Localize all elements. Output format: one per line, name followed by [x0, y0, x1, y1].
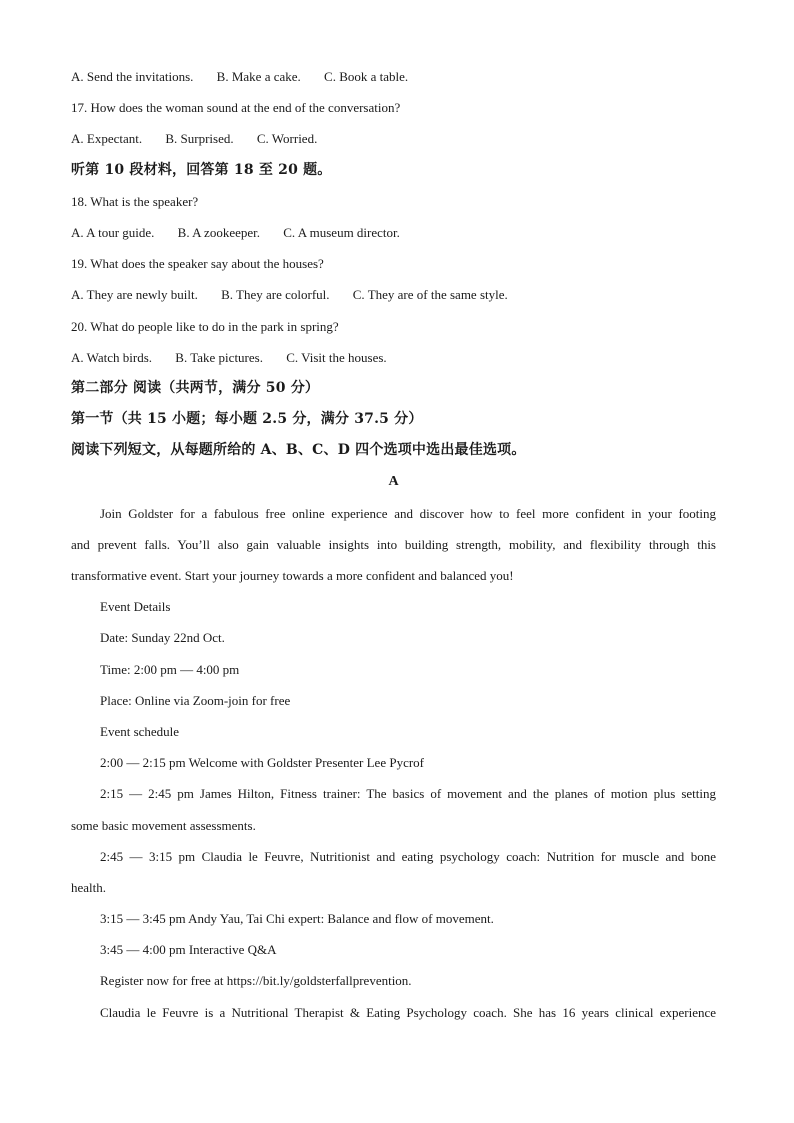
q17-question: 17. How does the woman sound at the end of the conversation? — [71, 100, 401, 116]
q20-option-a: A. Watch birds. — [71, 349, 153, 365]
q20-options — [71, 342, 716, 373]
section1-heading: 第一节（共 15 小题；每小题 2.5 分，满分 37.5 分） — [71, 411, 423, 428]
q18-option-c: C. A museum director. — [283, 224, 400, 240]
schedule-item-5: 3:45 — 4:00 pm Interactive Q&A — [100, 942, 277, 958]
passage-label: A — [388, 474, 399, 490]
q20-option-b: B. Take pictures. — [175, 349, 263, 365]
passage-intro-line1: Join Goldster for a fabulous free online experience and discover how to feel more confident in your footing — [100, 505, 716, 521]
q18-options — [71, 217, 716, 248]
q17-options — [71, 123, 716, 154]
event-place: Place: Online via Zoom-join for free — [100, 692, 291, 708]
q18-option-b: B. A zookeeper. — [177, 224, 260, 240]
event-date: Date: Sunday 22nd Oct. — [100, 630, 225, 646]
schedule-item-2-line1: 2:15 — 2:45 pm James Hilton, Fitness trainer: The basics of movement and the planes of motion plus setting — [100, 786, 716, 802]
schedule-item-3-line1: 2:45 — 3:15 pm Claudia le Feuvre, Nutritionist and eating psychology coach: Nutrition for muscle and bone — [100, 848, 716, 864]
event-schedule: Event schedule — [100, 723, 180, 739]
q16-options — [71, 61, 716, 92]
claudia-bio-line1: Claudia le Feuvre is a Nutritional Therapist & Eating Psychology coach. She has 16 years clinical experience — [100, 1004, 716, 1020]
q19-option-a: A. They are newly built. — [71, 287, 198, 303]
q16-option-a: A. Send the invitations. — [71, 69, 194, 84]
q20-question: 20. What do people like to do in the park in spring? — [71, 318, 339, 334]
q20-option-c: C. Visit the houses. — [286, 349, 387, 365]
register-line: Register now for free at https://bit.ly/goldsterfallprevention. — [100, 973, 412, 989]
event-details: Event Details — [100, 599, 171, 615]
event-time: Time: 2:00 pm — 4:00 pm — [100, 661, 240, 677]
passage-intro-line3: transformative event. Start your journey towards a more confident and balanced you! — [71, 568, 514, 583]
q19-option-c: C. They are of the same style. — [352, 287, 508, 303]
schedule-item-3-line2: health. — [71, 879, 107, 895]
document-page — [71, 61, 716, 1028]
q18-question: 18. What is the speaker? — [71, 193, 199, 209]
passage-intro-line2: and prevent falls. You’ll also gain valuable insights into building strength, mobility, and flexibility through this — [71, 536, 716, 552]
q16-option-b: B. Make a cake. — [216, 69, 301, 84]
q18-option-a: A. A tour guide. — [71, 224, 155, 240]
section10-heading: 听第 10 段材料，回答第 18 至 20 题。 — [71, 161, 332, 178]
schedule-item-4: 3:15 — 3:45 pm Andy Yau, Tai Chi expert: Balance and flow of movement. — [100, 911, 494, 927]
q19-question: 19. What does the speaker say about the houses? — [71, 256, 324, 272]
part2-heading: 第二部分 阅读（共两节，满分 50 分） — [71, 379, 320, 396]
q19-options — [71, 279, 716, 310]
q17-option-c: C. Worried. — [256, 131, 318, 147]
q17-option-a: A. Expectant. — [71, 131, 143, 147]
instruction: 阅读下列短文，从每题所给的 A、B、C、D 四个选项中选出最佳选项。 — [71, 442, 526, 459]
q16-option-c: C. Book a table. — [324, 69, 409, 84]
q17-option-b: B. Surprised. — [165, 131, 234, 147]
schedule-item-1: 2:00 — 2:15 pm Welcome with Goldster Presenter Lee Pycrof — [100, 755, 425, 771]
q19-option-b: B. They are colorful. — [221, 287, 330, 303]
schedule-item-2-line2: some basic movement assessments. — [71, 817, 256, 833]
